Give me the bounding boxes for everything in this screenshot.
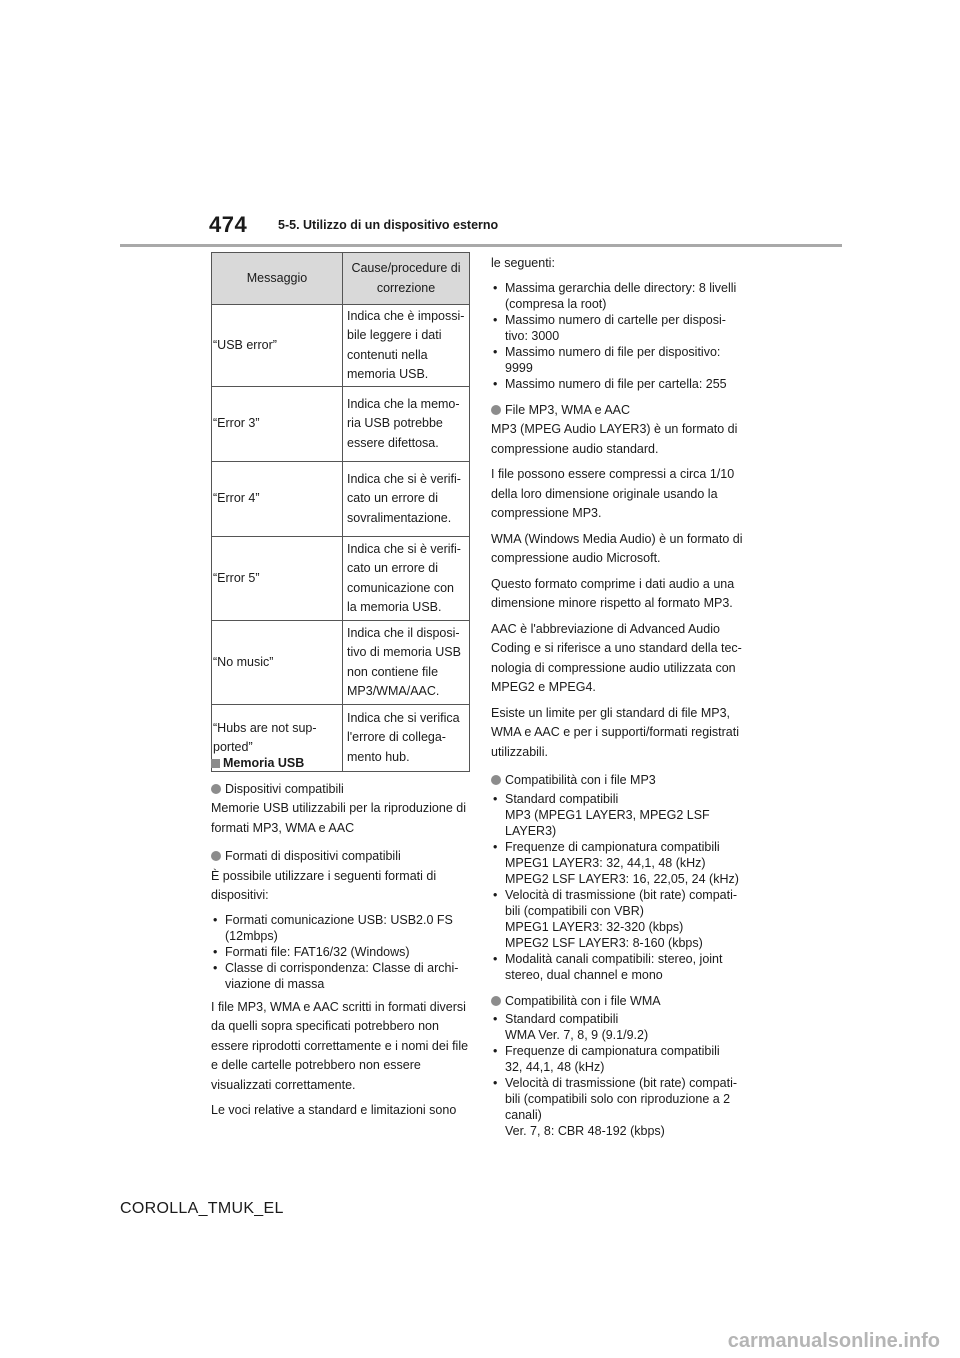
compatible-devices-text: Memorie USB utilizzabili per la riproduzione di formati MP3, WMA e AAC bbox=[211, 801, 466, 835]
formats-note: I file MP3, WMA e AAC scritti in formati diversi da quelli sopra specificati potrebbero non essere riprodotti correttamente e i nomi dei file e delle cartelle potrebbero non essere visualizzati correttamente. bbox=[211, 999, 469, 1092]
message-cell: “USB error” bbox=[212, 305, 343, 387]
list-item: • Formati file: FAT16/32 (Windows) bbox=[211, 944, 469, 960]
list-item: • Frequenze di campionatura compatibili MPEG1 LAYER3: 32, 44,1, 48 (kHz) MPEG2 LSF LAYER3: 16, 22,05, 24 (kHz) bbox=[491, 839, 753, 887]
list-item: • Massimo numero di file per cartella: 255 bbox=[491, 376, 753, 392]
files-paragraph: WMA (Windows Media Audio) è un formato di compressione audio Microsoft. bbox=[491, 531, 743, 565]
message-cell: “No music” bbox=[212, 621, 343, 705]
compatible-devices-heading: Dispositivi compatibili bbox=[211, 780, 469, 800]
files-paragraph: AAC è l'abbreviazione di Advanced Audio Coding e si riferisce a uno standard della tec-nologia di compressione audio utilizzata con MPEG2 e MPEG4. bbox=[491, 621, 742, 694]
list-item: • Massimo numero di cartelle per disposi- tivo: 3000 bbox=[491, 312, 753, 344]
mp3-compat-heading: Compatibilità con i file MP3 bbox=[491, 771, 753, 791]
right-column-text bbox=[491, 254, 753, 1139]
compatible-formats-intro: È possibile utilizzare i seguenti formati di dispositivi: bbox=[211, 868, 437, 902]
page-number: 474 bbox=[209, 212, 248, 237]
list-item: • Frequenze di campionatura compatibili 32, 44,1, 48 (kHz) bbox=[491, 1043, 753, 1075]
message-cell: “Error 5” bbox=[212, 537, 343, 621]
files-paragraph: Questo formato comprime i dati audio a una dimensione minore rispetto al formato MP3. bbox=[491, 576, 735, 610]
files-paragraph: Esiste un limite per gli standard di file MP3, WMA e AAC e per i supporti/formati registrati utilizzabili. bbox=[491, 705, 740, 759]
header-divider bbox=[120, 244, 842, 247]
list-item: • Classe di corrispondenza: Classe di archi- viazione di massa bbox=[211, 960, 469, 992]
message-cell: “Error 3” bbox=[212, 387, 343, 462]
table-row bbox=[212, 387, 470, 462]
files-paragraph: MP3 (MPEG Audio LAYER3) è un formato di compressione audio standard. bbox=[491, 422, 738, 456]
table-row bbox=[212, 462, 470, 537]
list-item: • Modalità canali compatibili: stereo, joint stereo, dual channel e mono bbox=[491, 951, 753, 983]
table-row bbox=[212, 621, 470, 705]
message-table bbox=[211, 252, 470, 772]
table-row bbox=[212, 537, 470, 621]
limits-list bbox=[491, 280, 753, 392]
cause-cell: Indica che la memo- ria USB potrebbe essere difettosa. bbox=[343, 387, 470, 462]
table-header-cause: Cause/procedure di correzione bbox=[343, 253, 470, 305]
list-item: • Formati comunicazione USB: USB2.0 FS (12mbps) bbox=[211, 912, 469, 944]
compatible-formats-heading: Formati di dispositivi compatibili bbox=[211, 847, 469, 867]
cause-cell: Indica che si è verifi- cato un errore di sovralimentazione. bbox=[343, 462, 470, 537]
table-header-row bbox=[212, 253, 470, 305]
usb-memory-heading: Memoria USB bbox=[211, 754, 469, 774]
wma-compat-heading: Compatibilità con i file WMA bbox=[491, 992, 753, 1012]
cause-cell: Indica che si verifica l'errore di collega- mento hub. bbox=[343, 705, 470, 772]
mp3-compat-list bbox=[491, 791, 753, 983]
table-header-message: Messaggio bbox=[212, 253, 343, 305]
footer-model-code: COROLLA_TMUK_EL bbox=[120, 1200, 284, 1217]
wma-compat-list bbox=[491, 1011, 753, 1139]
limits-intro: Le voci relative a standard e limitazioni sono bbox=[211, 1103, 457, 1117]
list-item: • Velocità di trasmissione (bit rate) compati- bili (compatibili con VBR) MPEG1 LAYER3: 32-320 (kbps) MPEG2 LSF LAYER3: 8-160 (kbps) bbox=[491, 887, 753, 951]
list-item: • Standard compatibili MP3 (MPEG1 LAYER3, MPEG2 LSF LAYER3) bbox=[491, 791, 753, 839]
files-paragraph: I file possono essere compressi a circa 1/10 della loro dimensione originale usando la compressione MP3. bbox=[491, 467, 735, 520]
table-row bbox=[212, 305, 470, 387]
formats-list bbox=[211, 912, 469, 992]
section-title: 5-5. Utilizzo di un dispositivo esterno bbox=[278, 218, 499, 232]
left-column-text bbox=[211, 754, 469, 1121]
watermark: carmanualsonline.info bbox=[727, 1330, 940, 1352]
cause-cell: Indica che è impossi- bile leggere i dati contenuti nella memoria USB. bbox=[343, 305, 470, 387]
message-cell: “Error 4” bbox=[212, 462, 343, 537]
file-formats-heading: File MP3, WMA e AAC bbox=[491, 401, 753, 421]
list-item: • Massimo numero di file per dispositivo: 9999 bbox=[491, 344, 753, 376]
cause-cell: Indica che il disposi- tivo di memoria USB non contiene file MP3/WMA/AAC. bbox=[343, 621, 470, 705]
list-item: • Standard compatibili WMA Ver. 7, 8, 9 (9.1/9.2) bbox=[491, 1011, 753, 1043]
cause-cell: Indica che si è verifi- cato un errore di comunicazione con la memoria USB. bbox=[343, 537, 470, 621]
list-item: • Massima gerarchia delle directory: 8 livelli (compresa la root) bbox=[491, 280, 753, 312]
limits-continued: le seguenti: bbox=[491, 256, 555, 270]
list-item: • Velocità di trasmissione (bit rate) compati- bili (compatibili solo con riproduzione a 2 canali) Ver. 7, 8: CBR 48-192 (kbps) bbox=[491, 1075, 753, 1139]
message-cell: “Hubs are not sup- ported” bbox=[212, 705, 343, 772]
